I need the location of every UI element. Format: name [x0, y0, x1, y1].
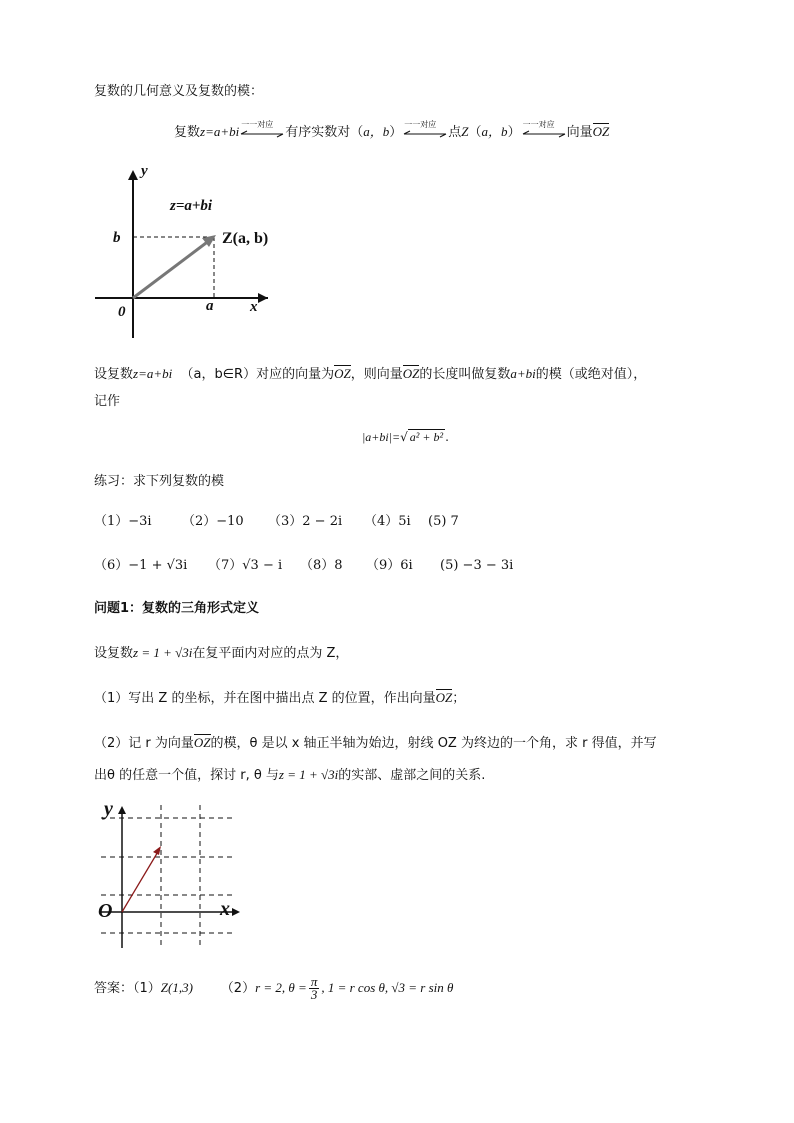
grid-figure [96, 800, 246, 950]
corr-text: ） [389, 125, 403, 140]
exercise-item: （8）8 [300, 558, 343, 573]
exercise-row-2 [94, 554, 513, 573]
corr-text: 点 [448, 125, 462, 140]
modulus-formula [362, 429, 449, 445]
answer-label: 答案： [94, 981, 134, 996]
corr-pair: a，b [481, 124, 508, 139]
corr-link-label: 一一对应 [241, 119, 274, 129]
y-axis-arrow-icon [128, 170, 138, 180]
fraction-denominator: 3 [310, 987, 318, 1002]
exercise-item: (5) 7 [428, 514, 459, 529]
corr-text: 有序实数对（ [285, 125, 364, 140]
y-axis-arrow-icon [118, 806, 126, 814]
modulus-end: . [445, 430, 449, 444]
definition-line2: 记作 [94, 394, 121, 409]
fig1-b-label: b [113, 230, 121, 246]
q2-text: 出θ 的任意一个值，探讨 r, θ 与 [94, 768, 279, 783]
corr-text: （ [468, 125, 482, 140]
fig2-origin-label: O [98, 900, 113, 922]
vector-arrowhead-icon [153, 846, 161, 855]
x-axis-arrow-icon [258, 293, 268, 303]
double-arrow-icon [239, 119, 285, 141]
problem-text: 在复平面内对应的点为 Z， [192, 646, 349, 661]
answer-fraction [309, 976, 320, 1001]
corr-link-label: 一一对应 [404, 119, 437, 129]
vector-OZ: OZ [435, 690, 453, 705]
correspondence-line [174, 121, 609, 141]
answer-part-label: （1） [133, 981, 161, 996]
fig2-y-label: y [104, 798, 113, 820]
problem-title: 问题1：复数的三角形式定义 [94, 601, 260, 616]
q2-text: 的模，θ 是以 x 轴正半轴为始边，射线 OZ 为终边的一个角，求 r 得值，并写 [210, 736, 657, 751]
exercise-item: （4）5i [364, 514, 411, 529]
vector-OZ: OZ [193, 735, 211, 750]
problem-text: 设复数 [94, 646, 134, 661]
vector-OZ: OZ [402, 366, 420, 381]
def-text: （a，b∈R）对应的向量为 [180, 367, 335, 382]
exercise-item: （1）−3i [94, 514, 152, 529]
modulus-lhs: |a+bi|= [362, 430, 401, 444]
answer-part-label: （2） [220, 981, 256, 996]
corr-text: 向量 [566, 125, 593, 140]
fig1-y-label: y [141, 163, 148, 179]
section-heading: 复数的几何意义及复数的模： [94, 84, 264, 99]
exercise-item: （7）√3 − i [208, 558, 283, 573]
answer-2-rest: , 1 = r cos θ, √3 = r sin θ [321, 980, 454, 995]
q2-text: 的实部、虚部之间的关系. [338, 768, 486, 783]
fraction-numerator: π [310, 974, 318, 989]
q2-text: （2）记 r 为向量 [94, 736, 194, 751]
fig1-equation: z=a+bi [170, 198, 213, 214]
problem-q1 [94, 687, 465, 706]
fig2-x-label: x [220, 898, 230, 920]
x-axis-arrow-icon [232, 908, 240, 916]
answer-line [94, 976, 453, 1001]
corr-text: ） [507, 125, 521, 140]
q1-text: ； [452, 691, 466, 706]
definition-line1 [94, 363, 646, 382]
answer-2-r: r = 2, θ = [255, 980, 307, 995]
problem-z: z = 1 + √3i [133, 645, 193, 660]
exercise-title: 练习：求下列复数的模 [94, 474, 225, 489]
vector-line [133, 240, 210, 298]
exercise-item: (5) −3 − 3i [440, 558, 514, 573]
fig1-point-label: Z(a, b) [222, 230, 269, 247]
vector-OZ: OZ [334, 366, 351, 381]
double-arrow-icon [402, 119, 448, 141]
fig1-a-label: a [206, 298, 214, 314]
vector-OZ-line [122, 850, 159, 912]
sqrt-icon: √ [400, 430, 408, 444]
def-text: 的模（或绝对值）， [535, 367, 647, 382]
double-arrow-icon [521, 119, 567, 141]
corr-z: z=a+bi [200, 124, 240, 139]
problem-statement [94, 642, 348, 661]
exercise-item: （3）2 − 2i [268, 514, 343, 529]
fig1-x-label: x [250, 299, 258, 315]
problem-q2-line1 [94, 732, 657, 751]
fig1-origin-label: 0 [118, 304, 126, 320]
def-abi: a+bi [510, 366, 536, 381]
corr-text: 复数 [174, 125, 201, 140]
modulus-radicand: a² + b² [409, 430, 444, 444]
problem-q2-line2 [94, 764, 485, 783]
def-text: 的长度叫做复数 [419, 367, 511, 382]
def-z: z=a+bi [133, 366, 173, 381]
def-text: 设复数 [94, 367, 134, 382]
vector-OZ: OZ [592, 124, 610, 139]
exercise-item: （9）6i [366, 558, 413, 573]
corr-link-label: 一一对应 [522, 119, 555, 129]
q1-text: （1）写出 Z 的坐标，并在图中描出点 Z 的位置，作出向量 [94, 691, 436, 706]
exercise-row-1 [94, 510, 459, 529]
exercise-item: （6）−1 + √3i [94, 558, 188, 573]
exercise-item: （2）−10 [182, 514, 244, 529]
def-text: ，则向量 [350, 367, 403, 382]
corr-Z: Z [461, 124, 469, 139]
answer-1: Z(1,3) [160, 980, 193, 995]
corr-pair: a，b [363, 124, 390, 139]
q2-z: z = 1 + √3i [278, 767, 339, 782]
